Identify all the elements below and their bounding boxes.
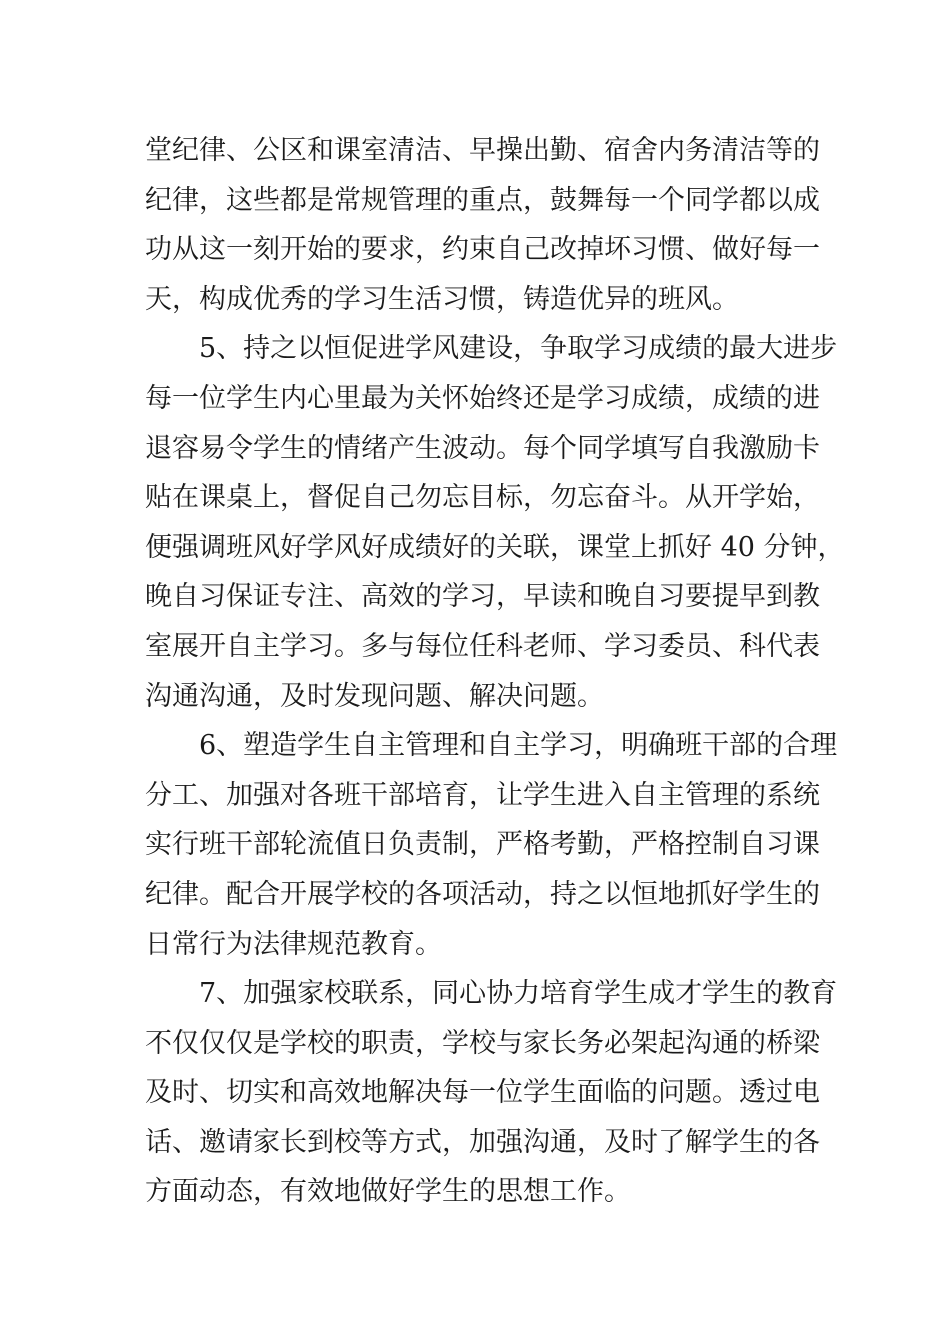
text-line: 纪律，这些都是常规管理的重点，鼓舞每一个同学都以成 — [145, 184, 820, 216]
text-line: 分工、加强对各班干部培育，让学生进入自主管理的系统 — [145, 779, 820, 811]
section-6-heading-line: 6、塑造学生自主管理和自主学习，明确班干部的合理 — [199, 730, 838, 762]
section-7-heading-line: 7、加强家校联系，同心协力培育学生成才学生的教育 — [199, 978, 838, 1010]
text-line: 晚自习保证专注、高效的学习，早读和晚自习要提早到教 — [145, 581, 820, 613]
text-line: 功从这一刻开始的要求，约束自己改掉坏习惯、做好每一 — [145, 234, 820, 266]
text-line: 便强调班风好学风好成绩好的关联，课堂上抓好 40 分钟， — [145, 531, 845, 563]
text-line: 天，构成优秀的学习生活习惯，铸造优异的班风。 — [145, 283, 739, 315]
text-line: 贴在课桌上，督促自己勿忘目标，勿忘奋斗。从开学始， — [145, 482, 820, 514]
text-line: 不仅仅仅是学校的职责，学校与家长务必架起沟通的桥梁 — [145, 1027, 820, 1059]
text-line: 退容易令学生的情绪产生波动。每个同学填写自我激励卡 — [145, 432, 820, 464]
text-line: 每一位学生内心里最为关怀始终还是学习成绩，成绩的进 — [145, 382, 820, 414]
text-line: 日常行为法律规范教育。 — [145, 928, 442, 960]
text-line: 沟通沟通，及时发现问题、解决问题。 — [145, 680, 604, 712]
text-line: 方面动态，有效地做好学生的思想工作。 — [145, 1176, 631, 1208]
document-body — [145, 126, 845, 1217]
section-5-heading-line: 5、持之以恒促进学风建设，争取学习成绩的最大进步 — [199, 333, 838, 365]
text-line: 堂纪律、公区和课室清洁、早操出勤、宿舍内务清洁等的 — [145, 135, 820, 166]
text-line: 实行班干部轮流值日负责制，严格考勤，严格控制自习课 — [145, 829, 820, 861]
text-line: 及时、切实和高效地解决每一位学生面临的问题。透过电 — [145, 1077, 820, 1109]
text-line: 话、邀请家长到校等方式，加强沟通，及时了解学生的各 — [145, 1126, 820, 1158]
text-line: 室展开自主学习。多与每位任科老师、学习委员、科代表 — [145, 630, 820, 662]
text-line: 纪律。配合开展学校的各项活动，持之以恒地抓好学生的 — [145, 878, 820, 910]
